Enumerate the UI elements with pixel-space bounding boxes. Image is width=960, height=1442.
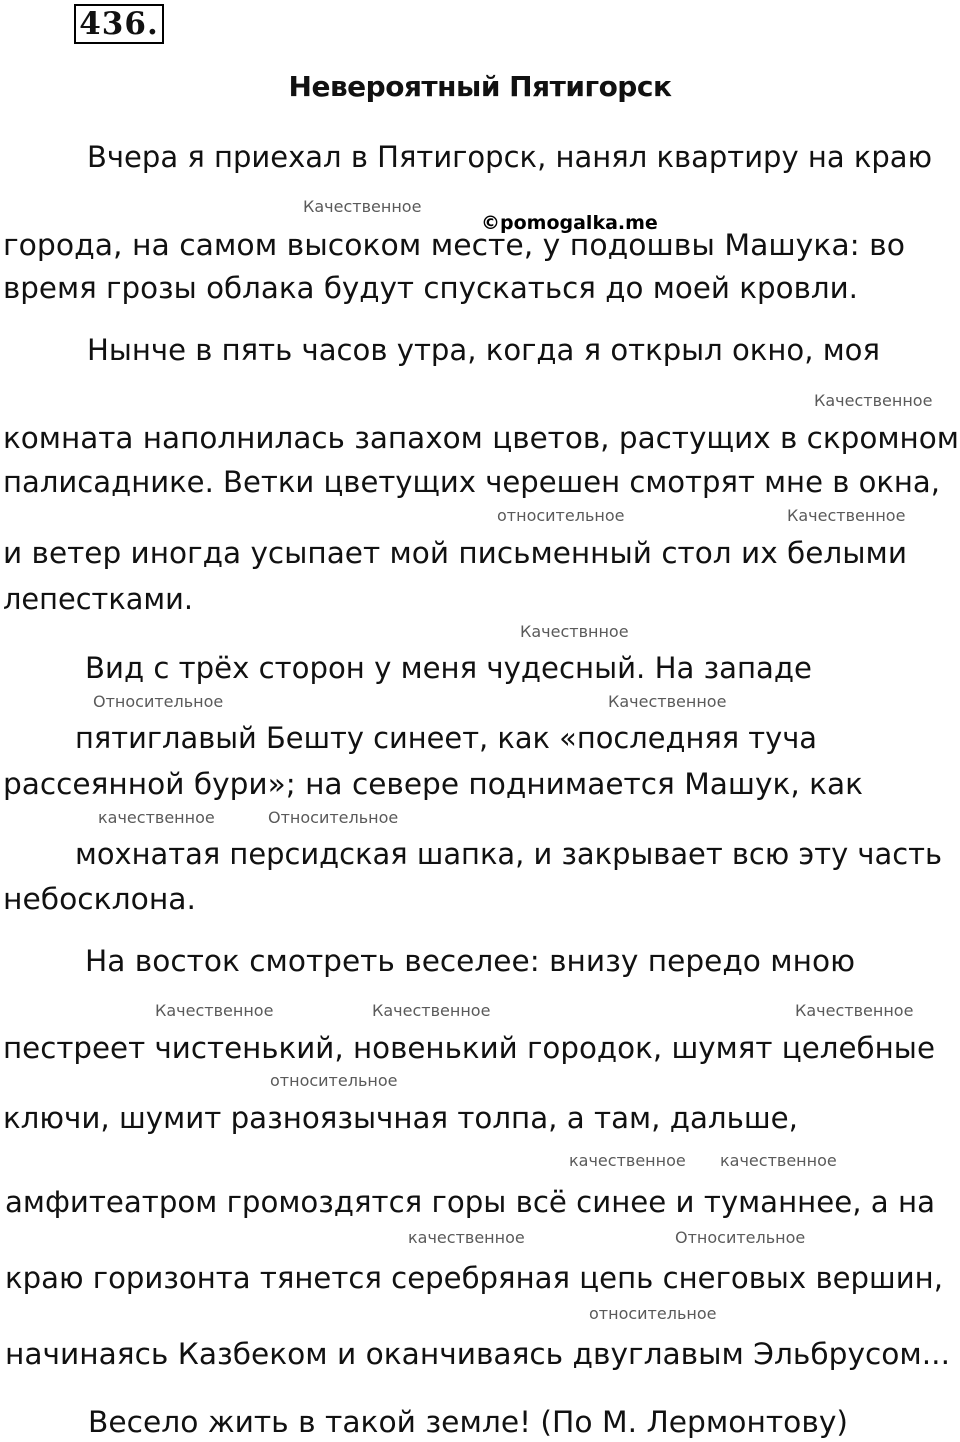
annotation-label: относительное xyxy=(270,1071,398,1090)
annotation-label: качественное xyxy=(408,1228,525,1247)
annotation-label: Качественное xyxy=(155,1001,274,1020)
annotation-label: Качественное xyxy=(303,197,422,216)
text-line: лепестками. xyxy=(3,582,193,616)
annotation-label: Качественное xyxy=(372,1001,491,1020)
annotation-label: Качествнное xyxy=(520,622,629,641)
text-line: начинаясь Казбеком и оканчиваясь двуглавым Эльбрусом... xyxy=(5,1337,950,1371)
text-line: Весело жить в такой земле! (По М. Лермонтову) xyxy=(88,1405,848,1439)
watermark: ©pomogalka.me xyxy=(481,212,658,234)
annotation-label: Относительное xyxy=(93,692,224,711)
text-line: небосклона. xyxy=(3,882,196,916)
annotation-label: Качественное xyxy=(814,391,933,410)
text-line: пестреет чистенький, новенький городок, шумят целебные xyxy=(3,1031,936,1065)
text-line: Вчера я приехал в Пятигорск, нанял квартиру на краю xyxy=(87,140,932,174)
text-line: рассеянной бури»; на севере поднимается Машук, как xyxy=(3,767,863,801)
annotation-label: Относительное xyxy=(675,1228,806,1247)
annotation-label: Относительное xyxy=(268,808,399,827)
text-line: пятиглавый Бешту синеет, как «последняя туча xyxy=(75,721,817,755)
text-line: ключи, шумит разноязычная толпа, а там, дальше, xyxy=(3,1101,798,1135)
annotation-label: Качественное xyxy=(608,692,727,711)
annotation-label: Качественное xyxy=(787,506,906,525)
annotation-label: относительное xyxy=(497,506,625,525)
text-line: На восток смотреть веселее: внизу передо мною xyxy=(85,944,855,978)
text-line: Вид с трёх сторон у меня чудесный. На западе xyxy=(85,651,812,685)
annotation-label: качественное xyxy=(569,1151,686,1170)
text-line: краю горизонта тянется серебряная цепь снеговых вершин, xyxy=(5,1261,943,1295)
text-line: время грозы облака будут спускаться до моей кровли. xyxy=(3,271,858,305)
text-line: комната наполнилась запахом цветов, растущих в скромном xyxy=(3,421,959,455)
annotation-label: Качественное xyxy=(795,1001,914,1020)
text-title: Невероятный Пятигорск xyxy=(288,70,672,103)
text-line: палисаднике. Ветки цветущих черешен смотрят мне в окна, xyxy=(3,465,941,499)
annotation-label: относительное xyxy=(589,1304,717,1323)
text-line: мохнатая персидская шапка, и закрывает всю эту часть xyxy=(75,837,942,871)
annotation-label: качественное xyxy=(720,1151,837,1170)
text-line: Нынче в пять часов утра, когда я открыл окно, моя xyxy=(87,333,880,367)
text-line: и ветер иногда усыпает мой письменный стол их белыми xyxy=(3,536,908,570)
text-line: амфитеатром громоздятся горы всё синее и туманнее, а на xyxy=(5,1185,935,1219)
exercise-number: 436. xyxy=(74,4,164,44)
annotation-label: качественное xyxy=(98,808,215,827)
text-line: города, на самом высоком месте, у подошвы Машука: во xyxy=(3,228,906,262)
